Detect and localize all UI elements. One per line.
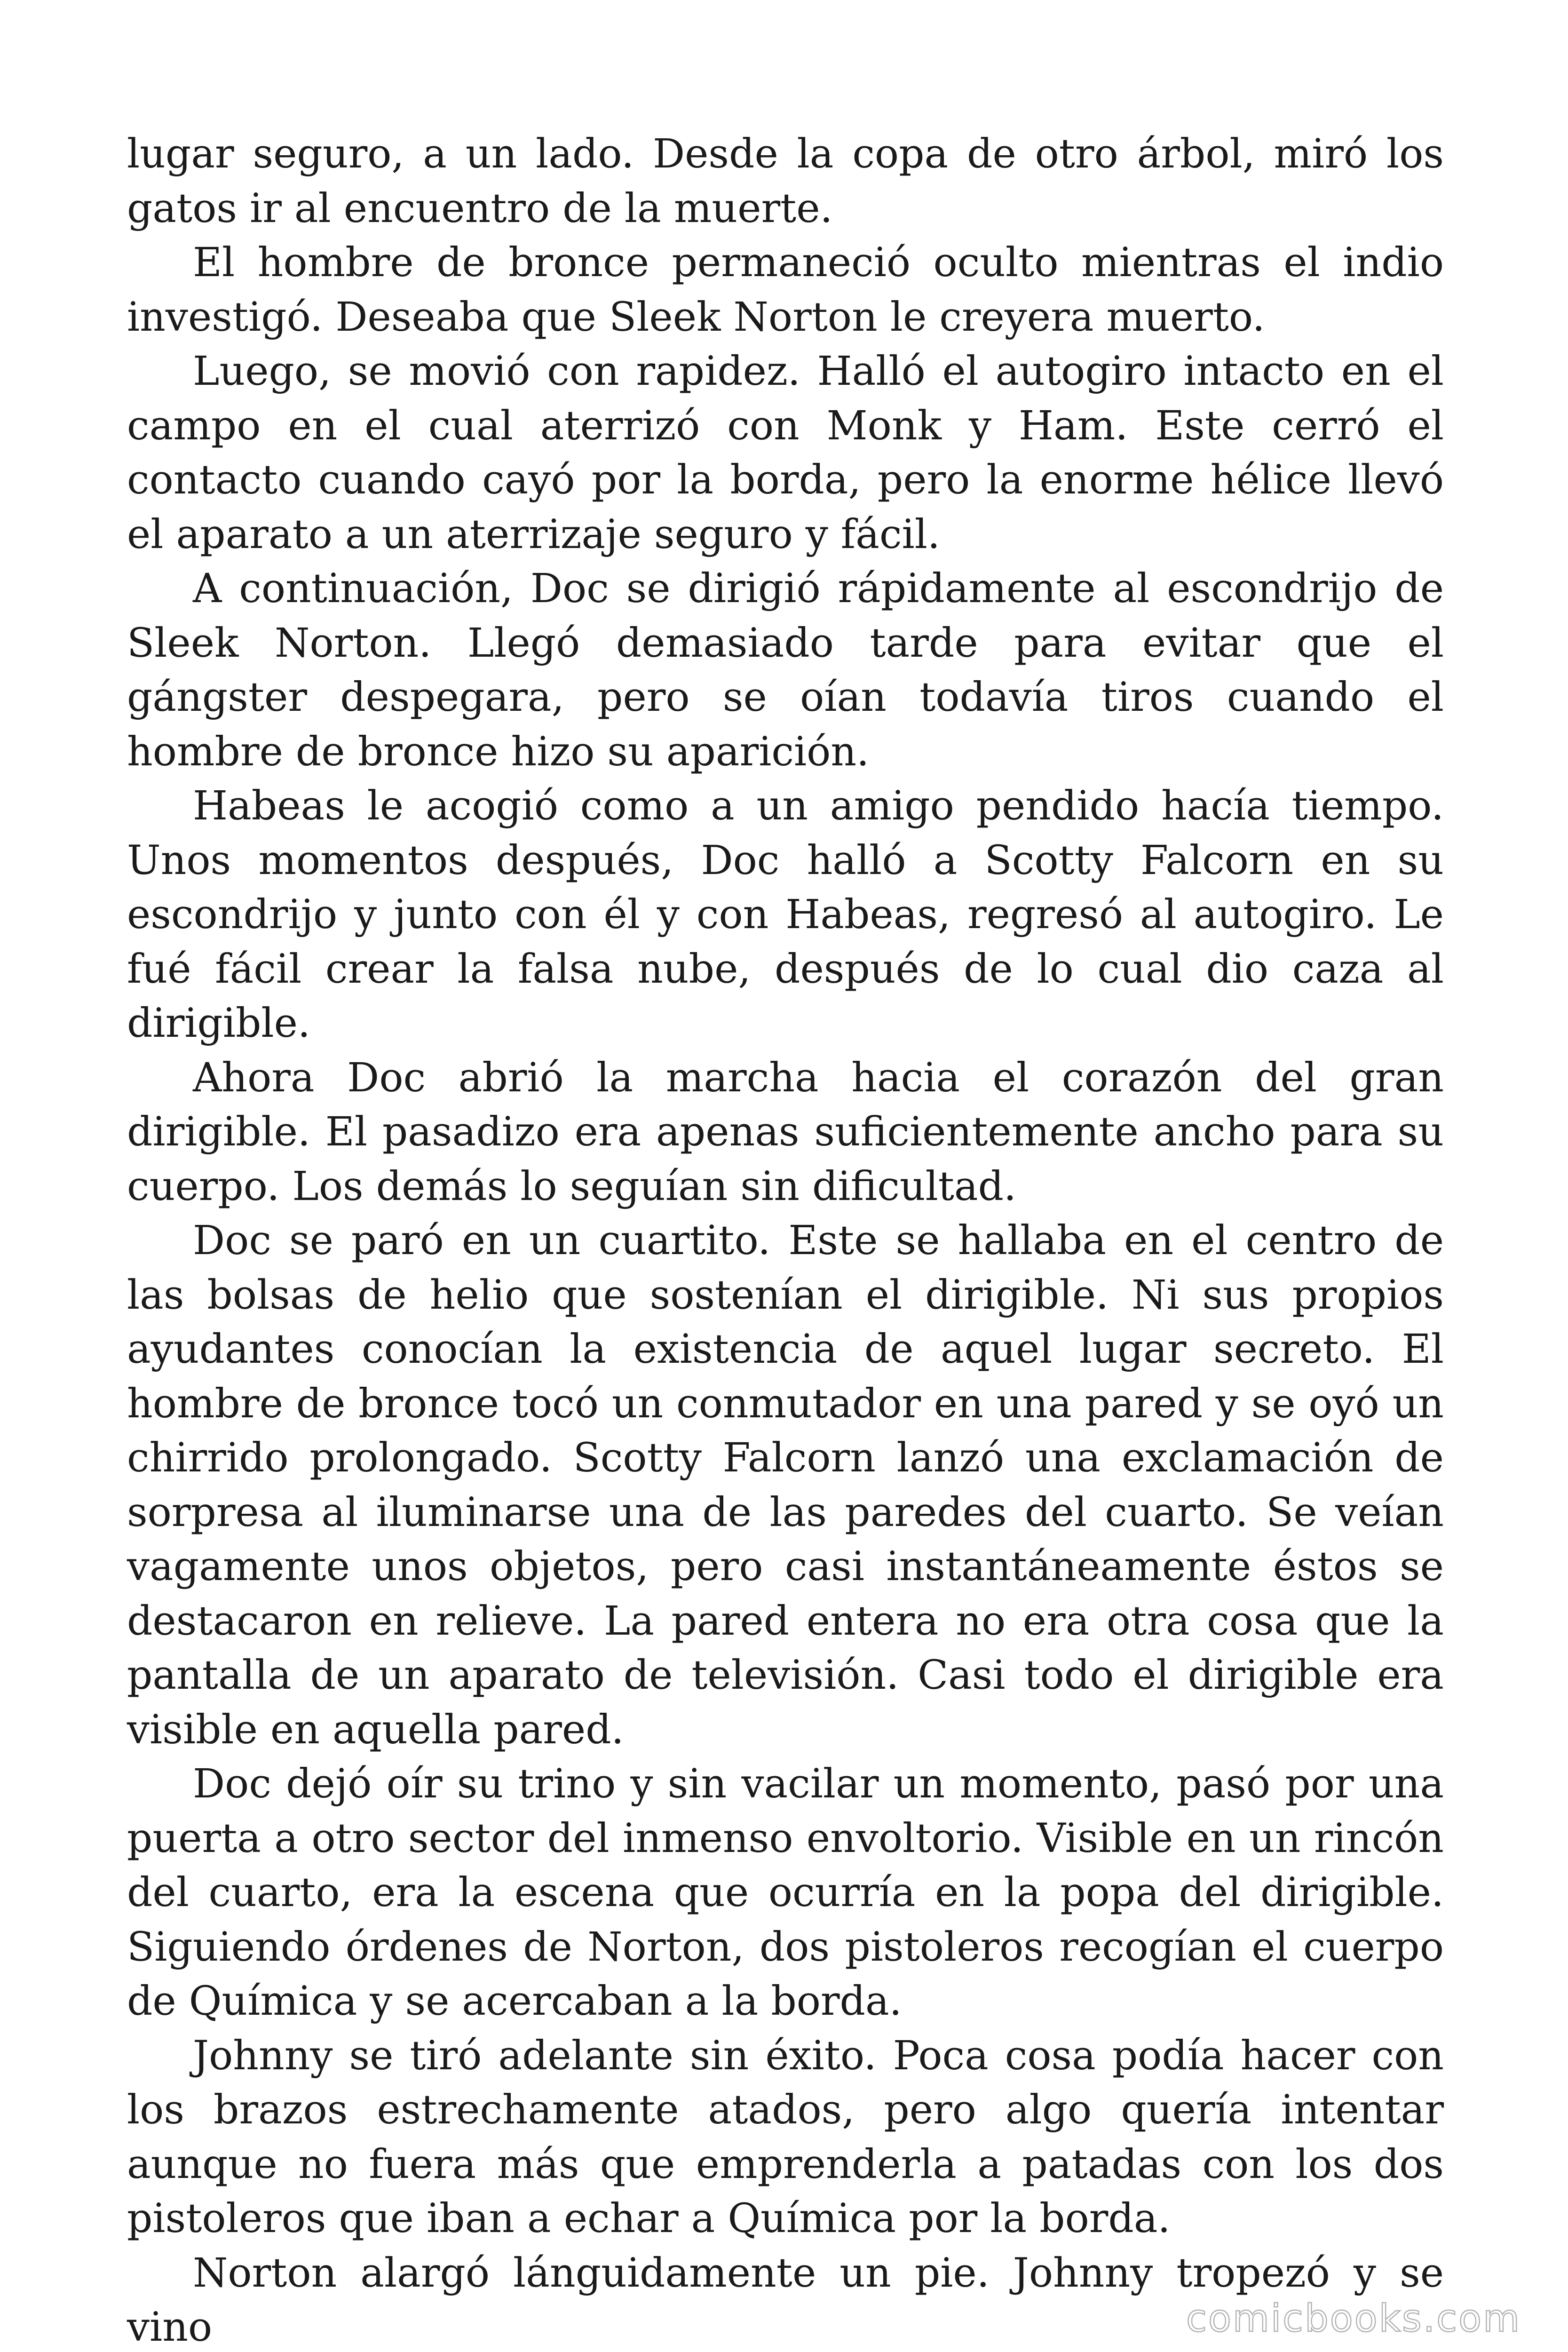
paragraph: Luego, se movió con rapidez. Halló el autogiro intacto en el campo en el cual aterrizó con Monk y Ham. Este cerró el contacto cuando cayó por la borda, pero la enorme hélice llevó el aparato a un aterrizaje seguro y fácil.: [127, 348, 1444, 558]
paragraph: Doc dejó oír su trino y sin vacilar un momento, pasó por una puerta a otro sector del inmenso envoltorio. Visible en un rincón del cuarto, era la escena que ocurría en la popa del dirigible. Siguiendo órdenes de Norton, dos pistoleros recogían el cuerpo de Química y se acercaban a la borda.: [127, 1761, 1444, 2025]
paragraph: Johnny se tiró adelante sin éxito. Poca cosa podía hacer con los brazos estrechamente atados, pero algo quería intentar aunque no fuera más que emprenderla a patadas con los dos pistoleros que iban a echar a Química por la borda.: [127, 2032, 1444, 2242]
paragraph: Doc se paró en un cuartito. Este se hallaba en el centro de las bolsas de helio que sostenían el dirigible. Ni sus propios ayudantes conocían la existencia de aquel lugar secreto. El hombre de bronce tocó un conmutador en una pared y se oyó un chirrido prolongado. Scotty Falcorn lanzó una exclamación de sorpresa al iluminarse una de las paredes del cuarto. Se veían vagamente unos objetos, pero casi instantáneamente éstos se destacaron en relieve. La pared entera no era otra cosa que la pantalla de un aparato de televisión. Casi todo el dirigible era visible en aquella pared.: [127, 1217, 1444, 1753]
watermark: comicbooks.com: [1186, 2296, 1521, 2340]
paragraph: A continuación, Doc se dirigió rápidamente al escondrijo de Sleek Norton. Llegó demasiado tarde para evitar que el gángster despegara, pero se oían todavía tiros cuando el hombre de bronce hizo su aparición.: [127, 565, 1444, 775]
paragraph: Ahora Doc abrió la marcha hacia el corazón del gran dirigible. El pasadizo era apenas suficientemente ancho para su cuerpo. Los demás lo seguían sin dificultad.: [127, 1054, 1444, 1210]
paragraph: Norton alargó lánguidamente un pie. Johnny tropezó y se vino: [127, 2249, 1444, 2351]
paragraph: lugar seguro, a un lado. Desde la copa de otro árbol, miró los gatos ir al encuentro de la muerte.: [127, 131, 1444, 232]
paragraph: Habeas le acogió como a un amigo pendido hacía tiempo. Unos momentos después, Doc halló a Scotty Falcorn en su escondrijo y junto con él y con Habeas, regresó al autogiro. Le fué fácil crear la falsa nube, después de lo cual dio caza al dirigible.: [127, 783, 1444, 1047]
paragraph: El hombre de bronce permaneció oculto mientras el indio investigó. Deseaba que Sleek Norton le creyera muerto.: [127, 239, 1444, 341]
